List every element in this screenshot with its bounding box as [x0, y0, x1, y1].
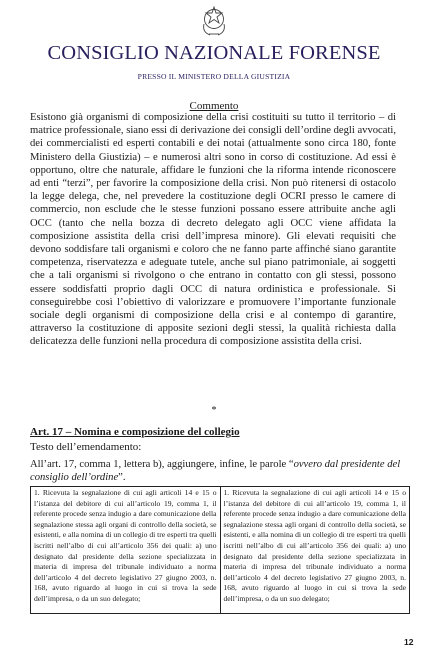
organization-title: CONSIGLIO NAZIONALE FORENSE	[47, 42, 381, 64]
amendment-label: Testo dell’emendamento:	[30, 441, 142, 453]
commento-paragraph: Esistono già organismi di composizione della crisi costituiti su tutto il territorio – di matrice professionale, siano essi di derivazione dei consigli dell’ordine degli avvocati, dei commercialisti ed esperti contabili e dei notai (attualmente sono circa 180, fonte Ministero della Giustizia) – e numerosi altri sono in corso di costituzione. Ad essi è opportuno, oltre che naturale, affidare le funzioni che la riforma intende riconoscere ad enti “terzi”, per favorire la composizione della crisi. Non può ritenersi di ostacolo la legge delega, che, nel prevedere la costituzione degli OCRI presso le camere di commercio, non esclude che le stesse funzioni possano essere attribuite anche agli OCC (tanto che nella bozza di decreto delegato agli OCC viene affidata la composizione assistita della crisi dell’impresa minore). Gli elevati requisiti che devono soddisfare tali organismi e coloro che ne fanno parte affinché siano garantite competenza, riservatezza e adeguate tutele, anche sul piano patrimoniale, ai soggetti che a tali organismi si rivolgono o che entrano in contatto con gli stessi, possono essere soddisfatti proprio dagli OCC di natura ordinistica e professionale. Si conseguirebbe così l’obiettivo di valorizzare e promuovere l’importante funzionale sociale degli organismi di composizione della crisi e al contempo di garantire, attraverso la costituzione di apposite sezioni degli stessi, la qualità richiesta dalla delicatezza delle funzioni nella procedura di composizione assistita della crisi.	[30, 112, 396, 348]
table-row	[31, 487, 410, 614]
article-heading: Art. 17 – Nomina e composizione del collegio	[30, 426, 240, 438]
comparison-table	[30, 486, 410, 614]
page-number: 12	[404, 637, 414, 647]
section-separator: *	[211, 405, 217, 416]
amendment-suffix: ”.	[118, 472, 126, 483]
amendment-prefix: All’art. 17, comma 1, lettera b), aggiungere, infine, le parole “	[30, 459, 294, 470]
amendment-italic: ovvero dal presidente del consiglio dell’ordine	[30, 459, 401, 483]
table-cell-amended-text: 1. Ricevuta la segnalazione di cui agli articoli 14 e 15 o l’istanza del debitore di cui all’articolo 19, comma 1, il referente procede senza indugio a dare comunicazione della segnalazione stessa agli organi di controllo della società, se esistenti, e alla nomina di un collegio di tre esperti tra quelli iscritti nell’albo di cui all’articolo 356 dei quali: a) uno designato dal presidente della sezione specializzata in materia di impresa del tribunale individuato a norma dell’articolo 4 del decreto legislativo 27 giugno 2003, n. 168, avuto riguardo al luogo in cui si trova la sede dell’impresa, o da un suo delegato;	[220, 487, 410, 614]
table-cell-current-text: 1. Ricevuta la segnalazione di cui agli articoli 14 e 15 o l’istanza del debitore di cui all’articolo 19, comma 1, il referente procede senza indugio a dare comunicazione della segnalazione stessa agli organi di controllo della società, se esistenti, e alla nomina di un collegio di tre esperti tra quelli iscritti nell’albo di cui all’articolo 356 dei quali: a) uno designato dal presidente della sezione specializzata in materia di impresa del tribunale individuato a norma dell’articolo 4 del decreto legislativo 27 giugno 2003, n. 168, avuto riguardo al luogo in cui si trova la sede dell’impresa, o da un suo delegato;	[31, 487, 221, 614]
italian-republic-emblem-icon	[200, 4, 228, 38]
commento-heading: Commento	[189, 100, 239, 112]
organization-subtitle: PRESSO IL MINISTERO DELLA GIUSTIZIA	[137, 72, 291, 81]
amendment-text	[30, 458, 410, 484]
